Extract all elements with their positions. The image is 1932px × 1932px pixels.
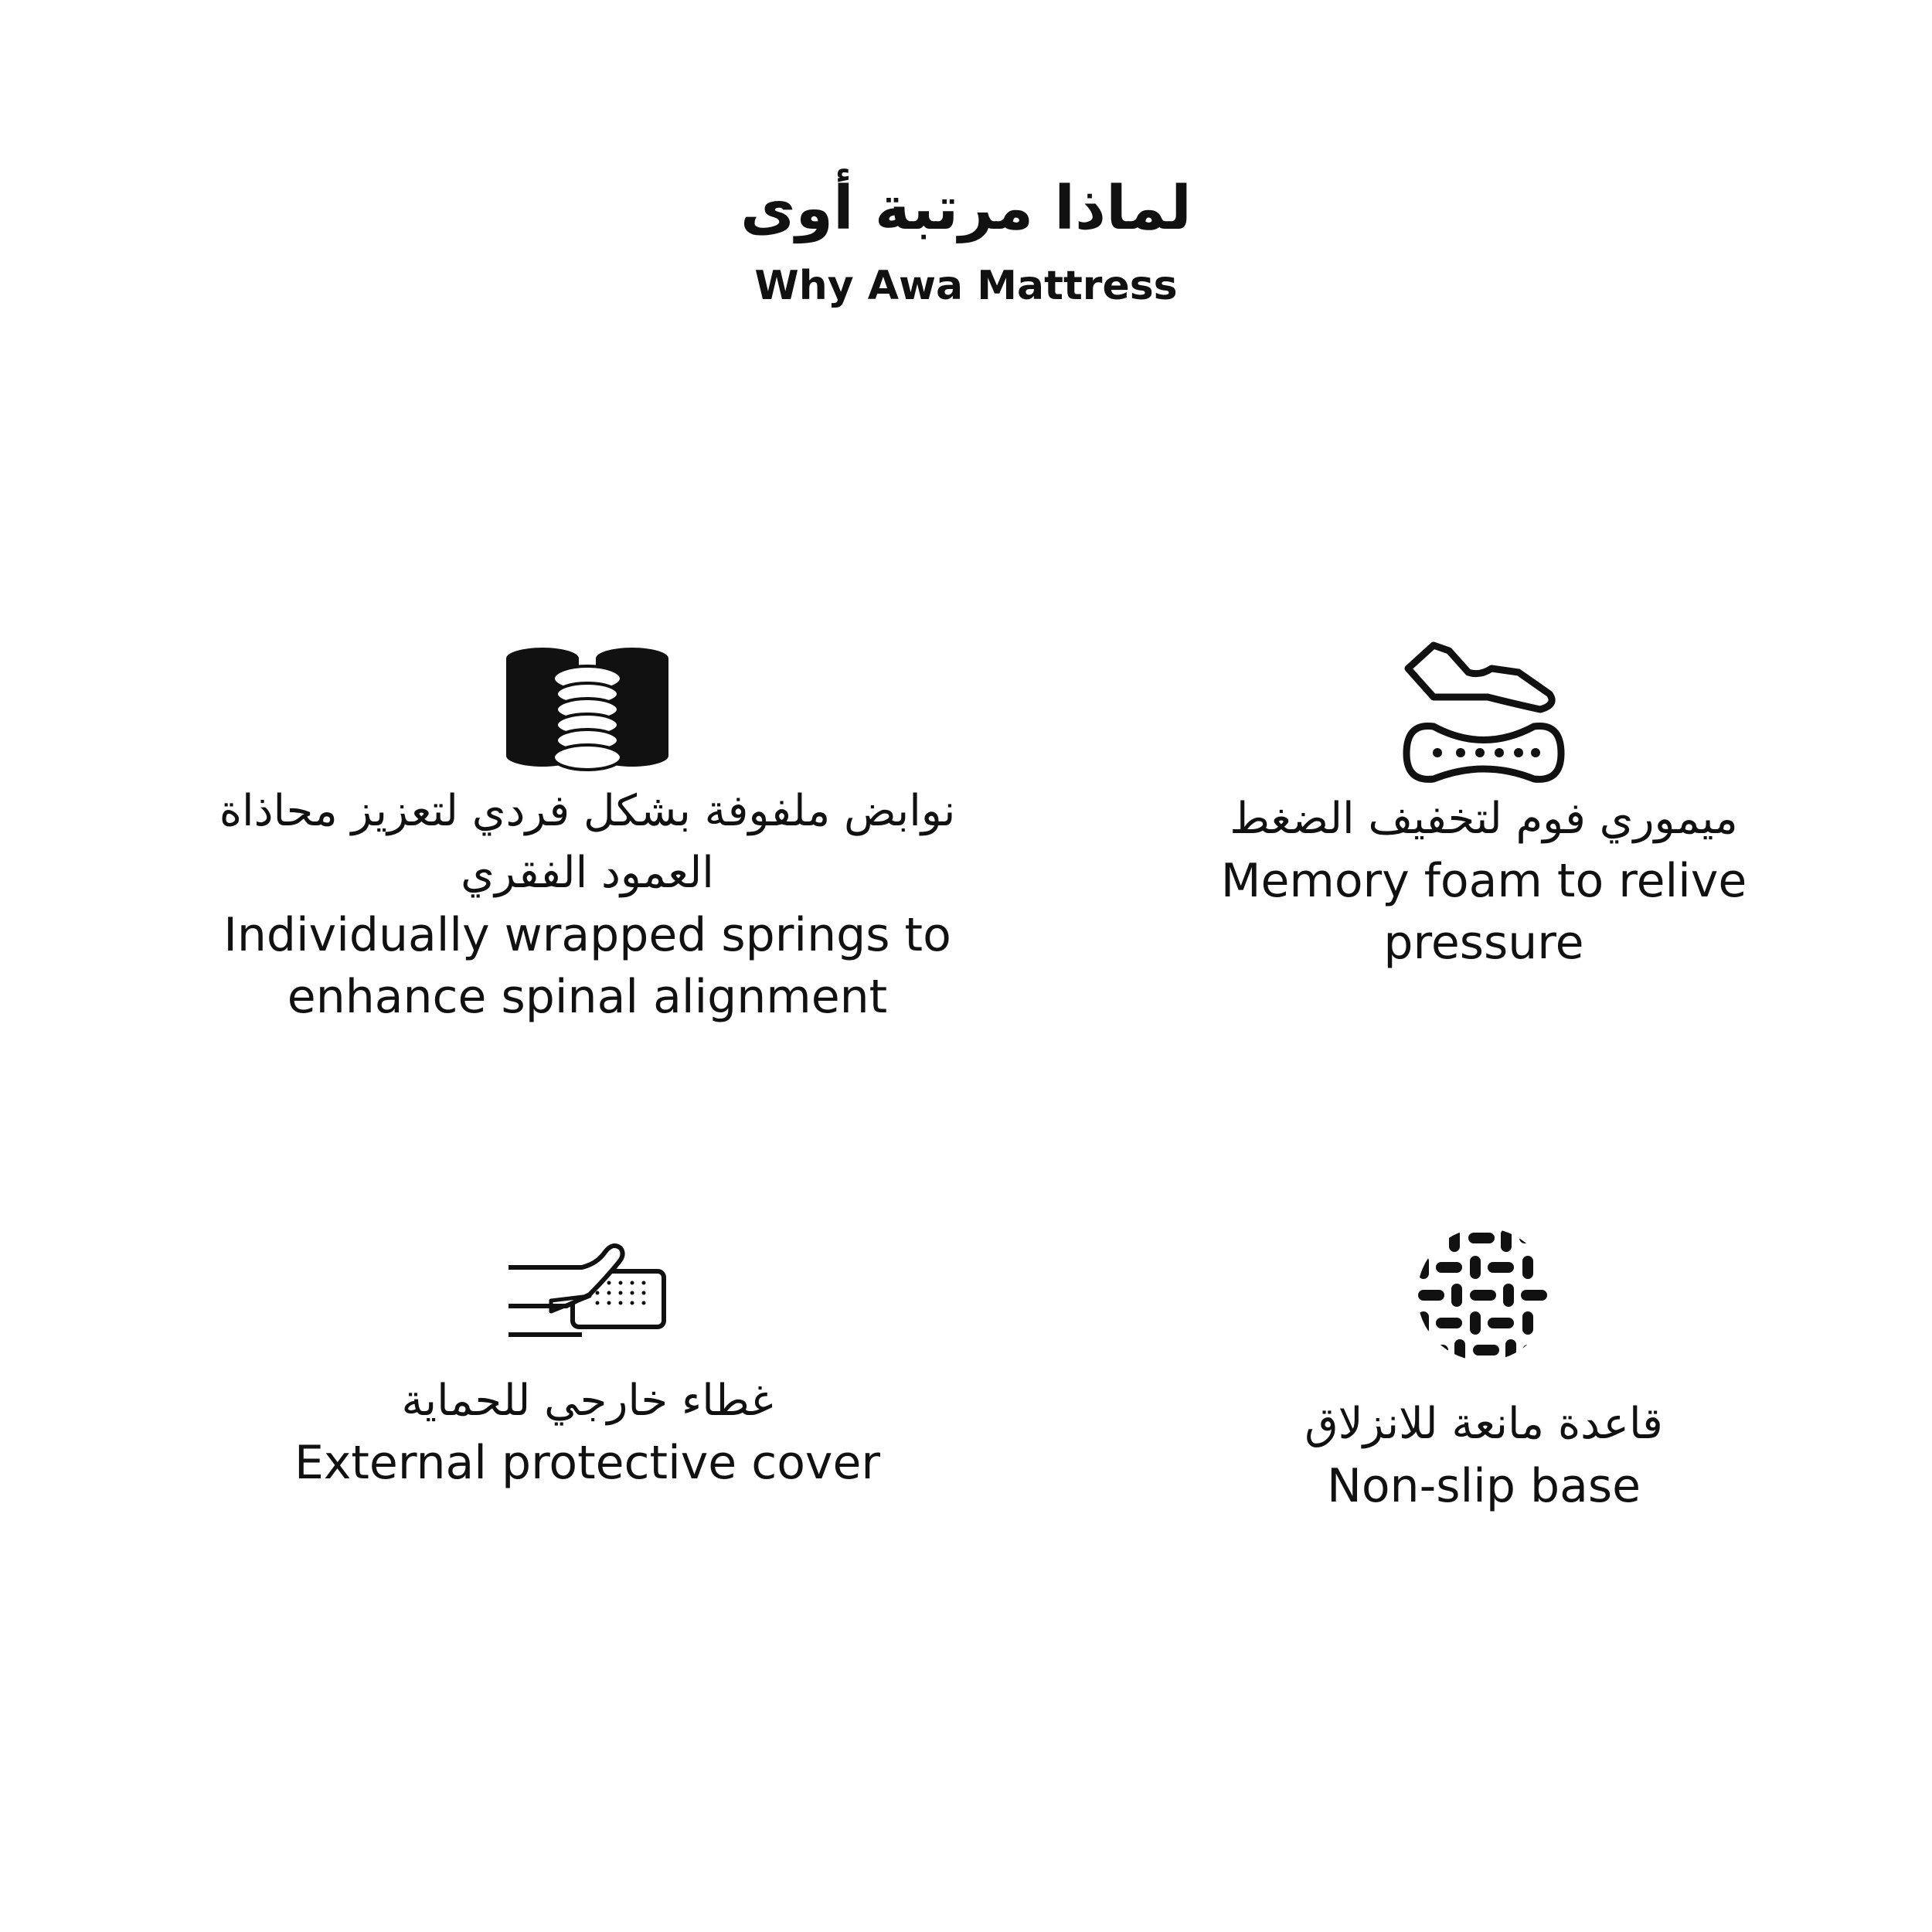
page-title-arabic: لماذا مرتبة أوى [740, 174, 1192, 243]
page-title-english: Why Awa Mattress [754, 263, 1178, 309]
protective-cover-icon [505, 1240, 671, 1341]
feature-springs [193, 641, 981, 1028]
foam-title-arabic: ميموري فوم لتخفيف الضغط [1230, 794, 1738, 844]
base-title-english: Non-slip base [1326, 1459, 1641, 1513]
springs-title-arabic: نوابض ملفوفة بشكل فردي لتعزيز محاذاة العمود الفقري [219, 786, 956, 898]
base-title-arabic: قاعدة مانعة للانزلاق [1304, 1399, 1663, 1449]
cover-title-arabic: غطاء خارجي للحماية [401, 1376, 774, 1426]
feature-protective-cover [232, 1240, 943, 1494]
non-slip-texture-icon [1414, 1225, 1553, 1364]
hand-pressing-foam-icon [1403, 641, 1565, 788]
foam-title-english: Memory foam to relive pressure [1220, 854, 1747, 970]
feature-memory-foam [1175, 641, 1793, 974]
pocket-springs-icon [506, 641, 668, 781]
cover-title-english: External protective cover [294, 1436, 881, 1490]
header [0, 166, 1932, 317]
feature-non-slip-base [1175, 1225, 1793, 1517]
springs-title-english: Individually wrapped springs to enhance spinal alignment [223, 908, 951, 1024]
